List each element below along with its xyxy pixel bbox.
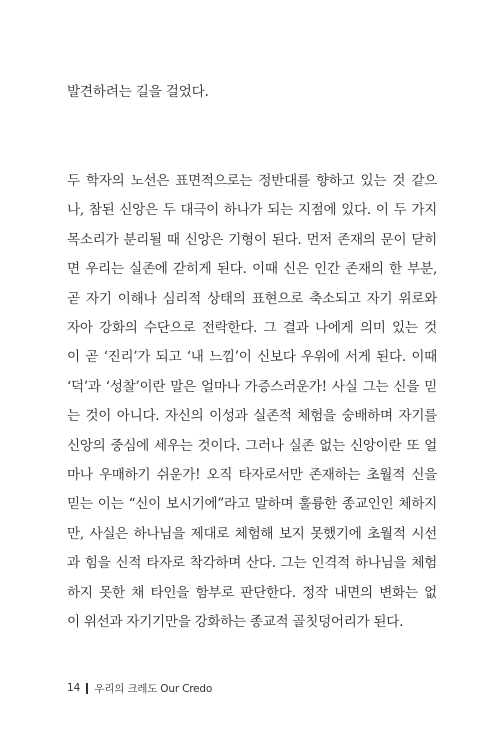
paragraph-line: 두 학자의 노선은 표면적으로는 정반대를 향하고 있는 것 같으 (67, 173, 437, 189)
paragraph-line: ‘덕’과 ‘성찰’이란 말은 얼마나 가증스러운가! 사실 그는 신을 믿 (67, 378, 437, 395)
main-paragraph (67, 167, 437, 638)
paragraph-line: 곧 자기 이해나 심리적 상태의 표현으로 축소되고 자기 위로와 (67, 290, 437, 307)
paragraph-line: 자아 강화의 수단으로 전락한다. 그 결과 나에게 의미 있는 것 (67, 320, 437, 337)
continued-paragraph: 발견하려는 길을 걸었다. (67, 84, 209, 100)
paragraph-line: 이 곧 ‘진리’가 되고 ‘내 느낌’이 신보다 우위에 서게 된다. 이때 (67, 349, 437, 366)
running-title: 우리의 크레도 Our Credo (94, 682, 213, 695)
paragraph-line: 마나 우매하기 쉬운가! 오직 타자로서만 존재하는 초월적 신을 (67, 467, 437, 484)
paragraph-line: 이 위선과 자기기만을 강화하는 종교적 골칫덩어리가 된다. (67, 614, 404, 631)
paragraph-line: 믿는 이는 “신이 보시기에”라고 말하며 훌륭한 종교인인 체하지 (67, 496, 437, 513)
footer-divider (86, 683, 88, 694)
paragraph-line: 는 것이 아니다. 자신의 이성과 실존적 체험을 숭배하며 자기를 (67, 408, 437, 425)
paragraph-line: 만, 사실은 하나님을 제대로 체험해 보지 못했기에 초월적 시선 (67, 525, 437, 542)
page-number: 14 (67, 682, 81, 694)
paragraph-line: 나, 참된 신앙은 두 대극이 하나가 되는 지점에 있다. 이 두 가지 (67, 202, 437, 219)
paragraph-line: 하지 못한 채 타인을 함부로 판단한다. 정작 내면의 변화는 없 (67, 584, 437, 601)
paragraph-line: 과 힘을 신적 타자로 착각하며 산다. 그는 인격적 하나님을 체험 (67, 555, 437, 572)
paragraph-line: 목소리가 분리될 때 신앙은 기형이 된다. 먼저 존재의 문이 닫히 (67, 231, 437, 248)
page-footer (67, 680, 212, 696)
paragraph-line: 면 우리는 실존에 갇히게 된다. 이때 신은 인간 존재의 한 부분, (67, 261, 437, 278)
paragraph-line: 신앙의 중심에 세우는 것이다. 그러나 실존 없는 신앙이란 또 얼 (67, 437, 437, 454)
